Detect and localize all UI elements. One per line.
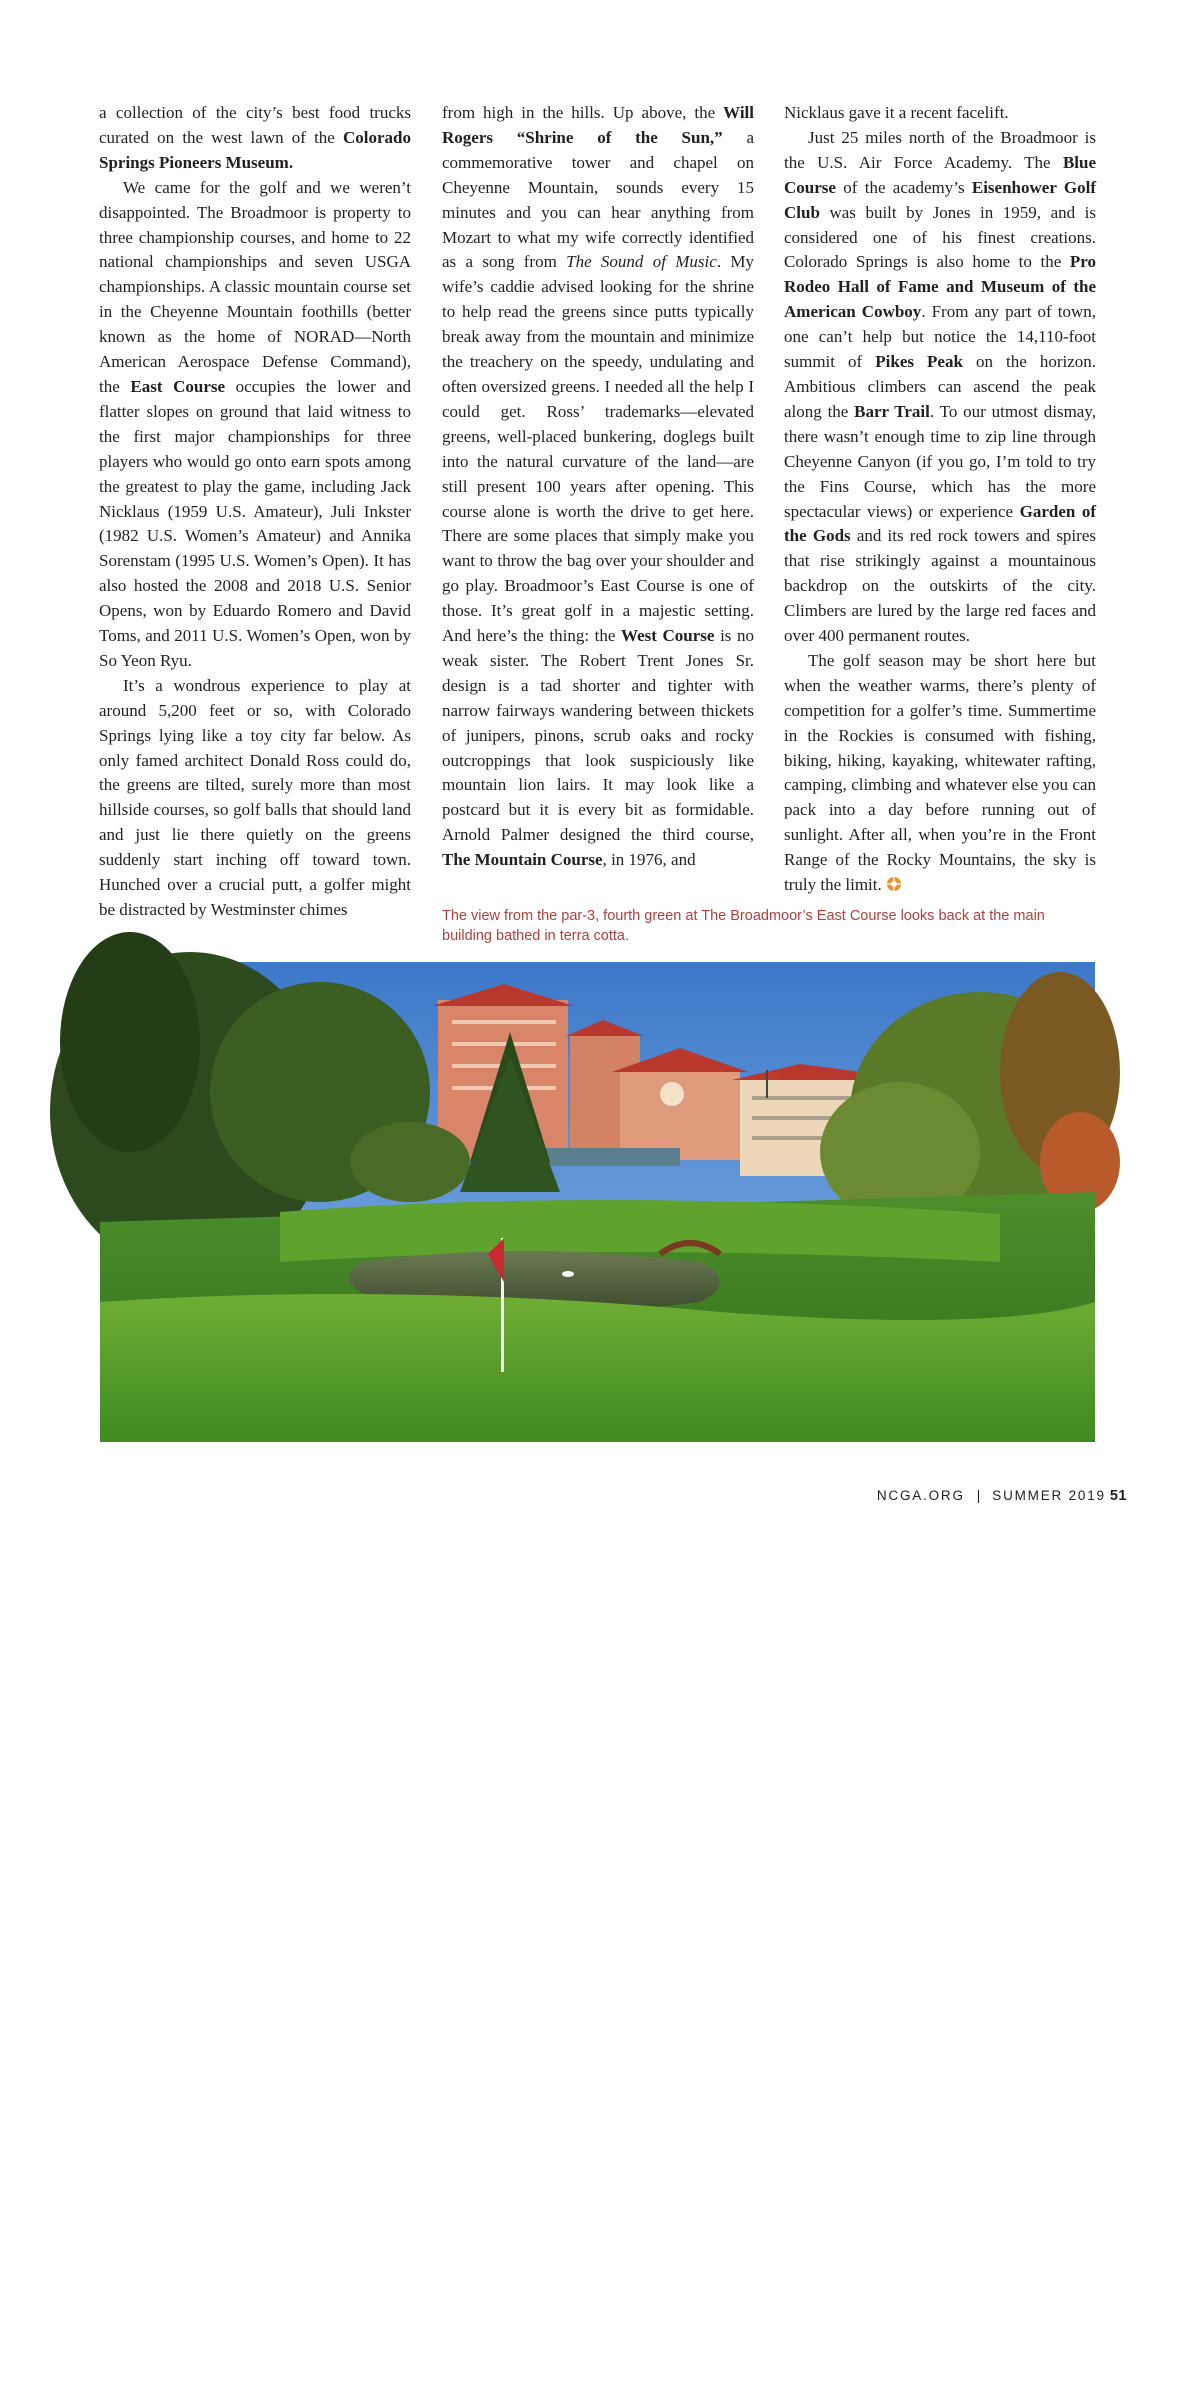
paragraph: Nicklaus gave it a recent facelift. xyxy=(784,103,1009,122)
paragraph: We came for the golf and we weren’t disappointed. The Broadmoor is property to three championship courses, and home to 22 national championships and seven USGA championships. A classic mountain course set in the Cheyenne Mountain foothills (better known as the home of NORAD—North American Aerospace Defense Command), the East Course occupies the lower and flatter slopes on ground that laid witness to the first major championships for three players who would go onto earn spots among the greatest to play the game, including Jack Nicklaus (1959 U.S. Amateur), Juli Inkster (1982 U.S. Women’s Amateur) and Annika Sorenstam (1995 U.S. Women’s Open). It has also hosted the 2008 and 2018 U.S. Senior Opens, won by Eduardo Romero and David Toms, and 2011 U.S. Women’s Open, won by So Yeon Ryu. xyxy=(99,177,411,670)
bold-term: East Course xyxy=(130,376,226,396)
bold-term: Colorado Springs Pioneers Museum. xyxy=(99,127,411,172)
issue-label: SUMMER 2019 xyxy=(992,1488,1106,1503)
site-name: NCGA.ORG xyxy=(876,1488,965,1503)
bold-term: Blue Course xyxy=(784,152,1096,197)
paragraph: Just 25 miles north of the Broadmoor is the U.S. Air Force Academy. The Blue Course of the academy’s Eisenhower Golf Club was built by Jones in 1959, and is considered one of his finest creations. Colorado Springs is also home to the Pro Rodeo Hall of Fame and Museum of the American Cowboy. From any part of town, one can’t help but notice the 14,110-foot summit of Pikes Peak on the horizon. Ambitious climbers can ascend the peak along the Barr Trail. To our utmost dismay, there wasn’t enough time to zip line through Cheyenne Canyon (if you go, I’m told to try the Fins Course, which has the more spectacular views) or experience Garden of the Gods and its red rock towers and spires that rise strikingly against a mountainous backdrop on the outskirts of the city. Climbers are lured by the large red faces and over 400 permanent routes. xyxy=(784,127,1097,646)
bold-term: The Mountain Course xyxy=(442,850,603,870)
photo-credit: DICK DURRANCE II xyxy=(208,2317,217,2394)
italic-title: The Sound of Music xyxy=(566,252,717,272)
page-footer xyxy=(877,1488,1127,1504)
bold-term: Eisenhower Golf Club xyxy=(784,177,1096,222)
photo-caption: The view from the par-3, fourth green at The Broadmoor’s East Course looks back at the main building bathed in terra cotta. xyxy=(442,908,1045,944)
bold-term: Pro Rodeo Hall of Fame and Museum of the American Cowboy xyxy=(784,252,1096,322)
paragraph: It’s a wondrous experience to play at around 5,200 feet or so, with Colorado Springs lying like a toy city far below. As only famed architect Donald Ross could do, the greens are tilted, surely more than most hillside courses, so golf balls that should land and just lie there quietly on the greens suddenly start inching off toward town. Hunched over a crucial putt, a golfer might be distracted by Westminster chimes xyxy=(99,675,411,919)
article-column-1 xyxy=(99,101,411,923)
ncga-end-mark-icon xyxy=(886,876,902,892)
article-column-3 xyxy=(784,101,1096,898)
paragraph: a collection of the city’s best food trucks curated on the west lawn of the Colorado Springs Pioneers Museum. xyxy=(99,103,411,172)
paragraph: The golf season may be short here but when the weather warms, there’s plenty of competition for a golfer’s time. Summertime in the Rockies is consumed with fishing, biking, hiking, kayaking, whitewater rafting, camping, climbing and whatever else you can pack into a day before running out of sunlight. After all, when you’re in the Front Range of the Rocky Mountains, the sky is truly the limit. xyxy=(784,650,1096,895)
page-number: 51 xyxy=(1109,1488,1127,1504)
separator: | xyxy=(976,1488,981,1503)
bold-term: Barr Trail xyxy=(854,401,930,421)
article-column-2 xyxy=(442,101,754,873)
bold-term: West Course xyxy=(621,626,715,646)
paragraph: from high in the hills. Up above, the Will Rogers “Shrine of the Sun,” a commemorative tower and chapel on Cheyenne Mountain, sounds every 15 minutes and you can hear anything from Mozart to what my wife correctly identified as a song from The Sound of Music. My wife’s caddie advised looking for the shrine to help read the greens since putts typically break away from the mountain and minimize the treachery on the speedy, undulating and often oversized greens. I needed all the help I could get. Ross’ trademarks—elevated greens, well-placed bunkering, doglegs built into the natural curvature of the land—are still present 100 years after opening. This course alone is worth the drive to get here. There are some places that simply make you want to throw the bag over your shoulder and go play. Broadmoor’s East Course is one of those. It’s great golf in a majestic setting. And here’s the thing: the West Course is no weak sister. The Robert Trent Jones Sr. design is a tad shorter and tighter with narrow fairways wandering between thickets of junipers, pinons, scrub oaks and rocky outcroppings that look suspiciously like mountain lion lairs. It may look like a postcard but it is every bit as formidable. Arnold Palmer designed the third course, The Mountain Course, in 1976, and xyxy=(442,103,755,870)
bold-term: Will Rogers “Shrine of the Sun,” xyxy=(442,103,754,147)
bold-term: Garden of the Gods xyxy=(784,501,1097,546)
bold-term: Pikes Peak xyxy=(875,352,963,372)
